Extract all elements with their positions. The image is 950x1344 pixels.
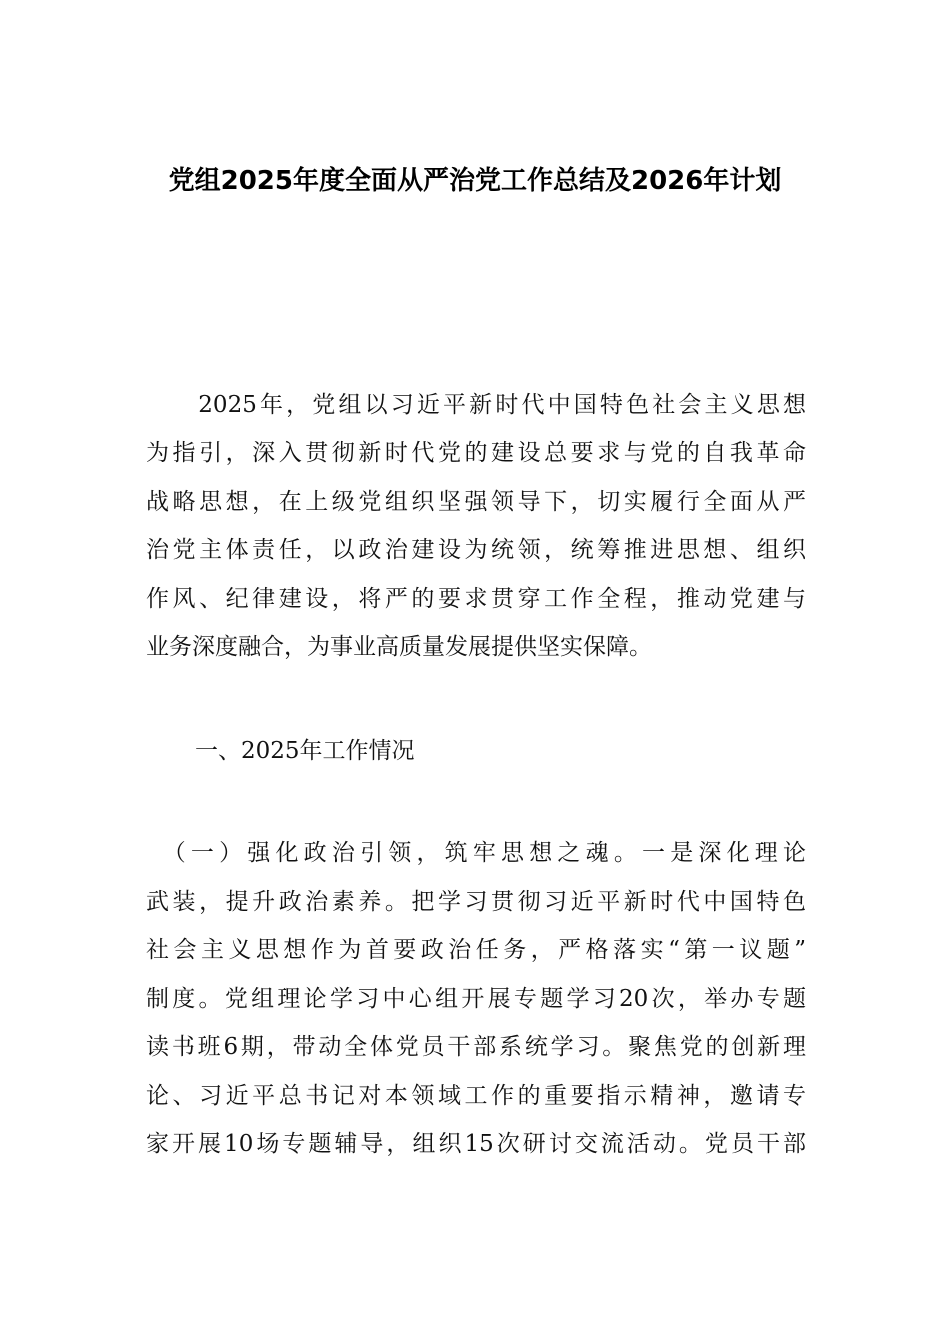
paragraph-line: 为指引，深入贯彻新时代党的建设总要求与党的自我革命 [146,440,806,466]
paragraph-line: 治党主体责任，以政治建设为统领，统筹推进思想、组织 [146,537,806,563]
paragraph-line: 业务深度融合，为事业高质量发展提供坚实保障。 [146,634,652,660]
paragraph-line: 家开展10场专题辅导，组织15次研讨交流活动。党员干部 [146,1131,806,1157]
paragraph-line: 2025年，党组以习近平新时代中国特色社会主义思想 [146,392,806,418]
section-heading: 一、2025年工作情况 [195,738,415,764]
paragraph-line: 作风、纪律建设，将严的要求贯穿工作全程，推动党建与 [146,586,806,612]
paragraph-line: 制度。党组理论学习中心组开展专题学习20次，举办专题 [146,986,806,1012]
paragraph-line: 社会主义思想作为首要政治任务，严格落实“第一议题” [146,937,806,963]
paragraph-line: 论、习近平总书记对本领域工作的重要指示精神，邀请专 [146,1083,806,1109]
paragraph-line: 战略思想，在上级党组织坚强领导下，切实履行全面从严 [146,489,806,515]
paragraph-line: 武装，提升政治素养。把学习贯彻习近平新时代中国特色 [146,889,806,915]
paragraph-line: 读书班6期，带动全体党员干部系统学习。聚焦党的创新理 [146,1034,806,1060]
paragraph-line: （一）强化政治引领，筑牢思想之魂。一是深化理论 [146,840,806,866]
document-title: 党组2025年度全面从严治党工作总结及2026年计划 [168,166,782,196]
